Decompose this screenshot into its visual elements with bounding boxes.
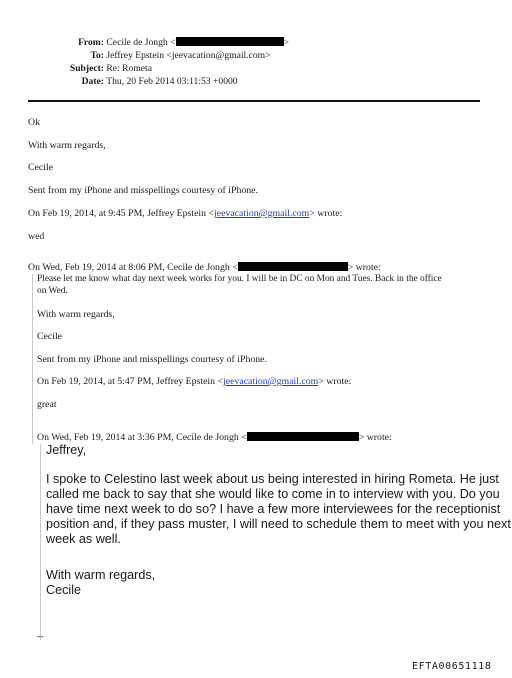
redaction-bar xyxy=(247,432,359,441)
email-link[interactable]: jeevacation@gmail.com xyxy=(223,376,319,387)
header-subject xyxy=(40,62,152,75)
subject-value: Re: Rometa xyxy=(106,63,152,74)
quote-bar xyxy=(32,274,33,444)
msg1-line: With warm regards, xyxy=(28,140,106,151)
msg3-sig: Cecile xyxy=(46,583,81,597)
header-divider xyxy=(28,100,480,102)
msg2-sig: Cecile xyxy=(37,331,63,342)
attribution-text: > wrote: xyxy=(347,262,381,273)
msg1-attribution xyxy=(28,208,342,219)
from-value: Cecile de Jongh < xyxy=(106,37,176,48)
msg3-body-line: I spoke to Celestino last week about us being interested in hiring Rometa. He just xyxy=(46,472,499,486)
to-label: To: xyxy=(90,50,104,61)
msg2-attribution-2 xyxy=(37,376,351,387)
header-date xyxy=(40,75,238,88)
email-link[interactable]: jeevacation@gmail.com xyxy=(214,208,310,219)
msg2-sig: Sent from my iPhone and misspellings courtesy of iPhone. xyxy=(37,354,267,365)
attribution-text: > wrote: xyxy=(309,208,343,219)
msg1-line: Cecile xyxy=(28,162,54,173)
msg3-greeting: Jeffrey, xyxy=(46,443,87,457)
attribution-text: On Feb 19, 2014, at 9:45 PM, Jeffrey Epstein < xyxy=(28,208,215,219)
signature-dashes: -- xyxy=(37,631,44,642)
msg3-body-line: week as well. xyxy=(46,532,121,546)
from-label: From: xyxy=(78,37,104,48)
doc-id: EFTA00651118 xyxy=(412,661,492,672)
date-label: Date: xyxy=(81,76,104,87)
msg3-body-line: position and, if they pass muster, I will need to schedule them to meet with you next xyxy=(46,517,511,531)
subject-label: Subject: xyxy=(69,63,104,74)
attribution-text: On Wed, Feb 19, 2014 at 3:36 PM, Cecile de Jongh < xyxy=(37,432,247,443)
msg1-line: wed xyxy=(28,231,45,242)
attribution-text: On Feb 19, 2014, at 5:47 PM, Jeffrey Epstein < xyxy=(37,376,224,387)
msg2-sig: With warm regards, xyxy=(37,309,115,320)
msg1-line: Ok xyxy=(28,117,40,128)
from-end: > xyxy=(283,37,289,48)
attribution-text: On Wed, Feb 19, 2014 at 8:06 PM, Cecile de Jongh < xyxy=(28,262,238,273)
msg3-body-line: have time next week to do so? I have a few more interviewees for the receptionist xyxy=(46,502,501,516)
attribution-text: > wrote: xyxy=(318,376,352,387)
msg1-line: Sent from my iPhone and misspellings courtesy of iPhone. xyxy=(28,185,258,196)
date-value: Thu, 20 Feb 2014 03:11:53 +0000 xyxy=(106,76,238,87)
msg3-attribution xyxy=(37,432,392,443)
redaction-bar xyxy=(238,262,348,271)
msg2-reply: great xyxy=(37,399,57,410)
header-to xyxy=(40,49,271,62)
msg2-body-line: Please let me know what day next week works for you. I will be in DC on Mon and Tues. Back in the office xyxy=(37,274,442,284)
header-from xyxy=(40,36,289,49)
msg2-attribution xyxy=(28,262,381,273)
msg3-sig: With warm regards, xyxy=(46,568,156,582)
to-value: Jeffrey Epstein <jeevacation@gmail.com> xyxy=(106,50,271,61)
msg3-body-line: called me back to say that she would like to come in to interview with you. Do you xyxy=(46,487,500,501)
attribution-text: > wrote: xyxy=(358,432,392,443)
msg2-body-line: on Wed. xyxy=(37,286,68,296)
quote-bar xyxy=(40,444,41,640)
redaction-bar xyxy=(176,37,284,46)
